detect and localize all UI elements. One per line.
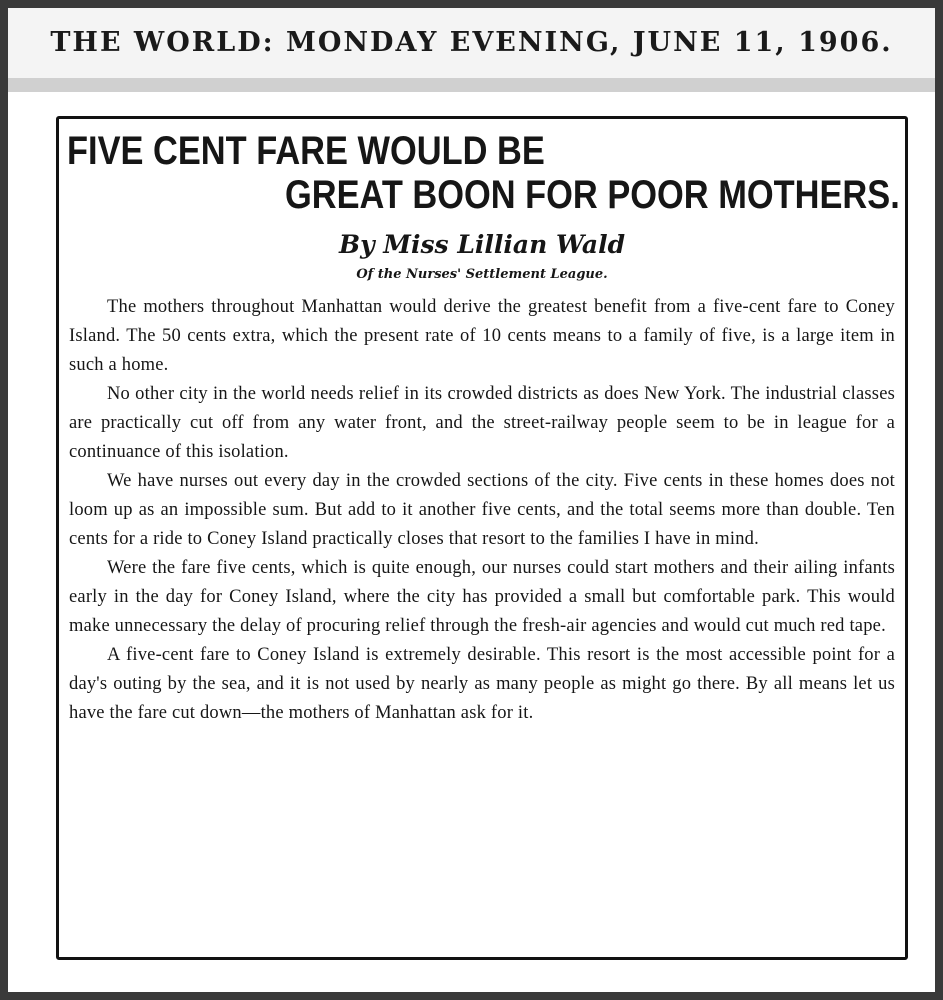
- byline: By Miss Lillian Wald: [338, 230, 626, 259]
- author-affiliation: Of the Nurses' Settlement League.: [356, 267, 608, 282]
- page-frame: [8, 8, 935, 992]
- article-clipping: [56, 116, 908, 960]
- masthead-divider: [8, 78, 935, 92]
- paragraph-1: The mothers throughout Manhattan would derive the greatest benefit from a five-cent fare to Coney Island. The 50 cents extra, which the present rate of 10 cents means to a family of five, is a large item in such a home.: [69, 297, 895, 375]
- paragraph-4: Were the fare five cents, which is quite enough, our nurses could start mothers and their ailing infants early in the day for Coney Island, where the city has provided a small but comfortable park. This would make unnecessary the delay of procuring relief through the fresh-air agencies and would cut much red tape.: [69, 558, 895, 636]
- newspaper-masthead: THE WORLD: MONDAY EVENING, JUNE 11, 1906.: [8, 8, 935, 78]
- paragraph-5: A five-cent fare to Coney Island is extremely desirable. This resort is the most accessible point for a day's outing by the sea, and it is not used by nearly as many people as might go there. By all means let us have the fare cut down—the mothers of Manhattan ask for it.: [69, 645, 895, 723]
- paragraph-2: No other city in the world needs relief in its crowded districts as does New York. The industrial classes are practically cut off from any water front, and the street-railway people seem to be in league for a continuance of this isolation.: [69, 384, 895, 462]
- headline-line-2: GREAT BOON FOR POOR MOTHERS.: [285, 173, 900, 217]
- article-body: [69, 293, 895, 728]
- headline-line-1: FIVE CENT FARE WOULD BE: [67, 129, 545, 173]
- paragraph-3: We have nurses out every day in the crowded sections of the city. Five cents in these homes does not loom up as an impossible sum. But add to it another five cents, and the total seems more than double. Ten cents for a ride to Coney Island practically closes that resort to the families I have in mind.: [69, 471, 895, 549]
